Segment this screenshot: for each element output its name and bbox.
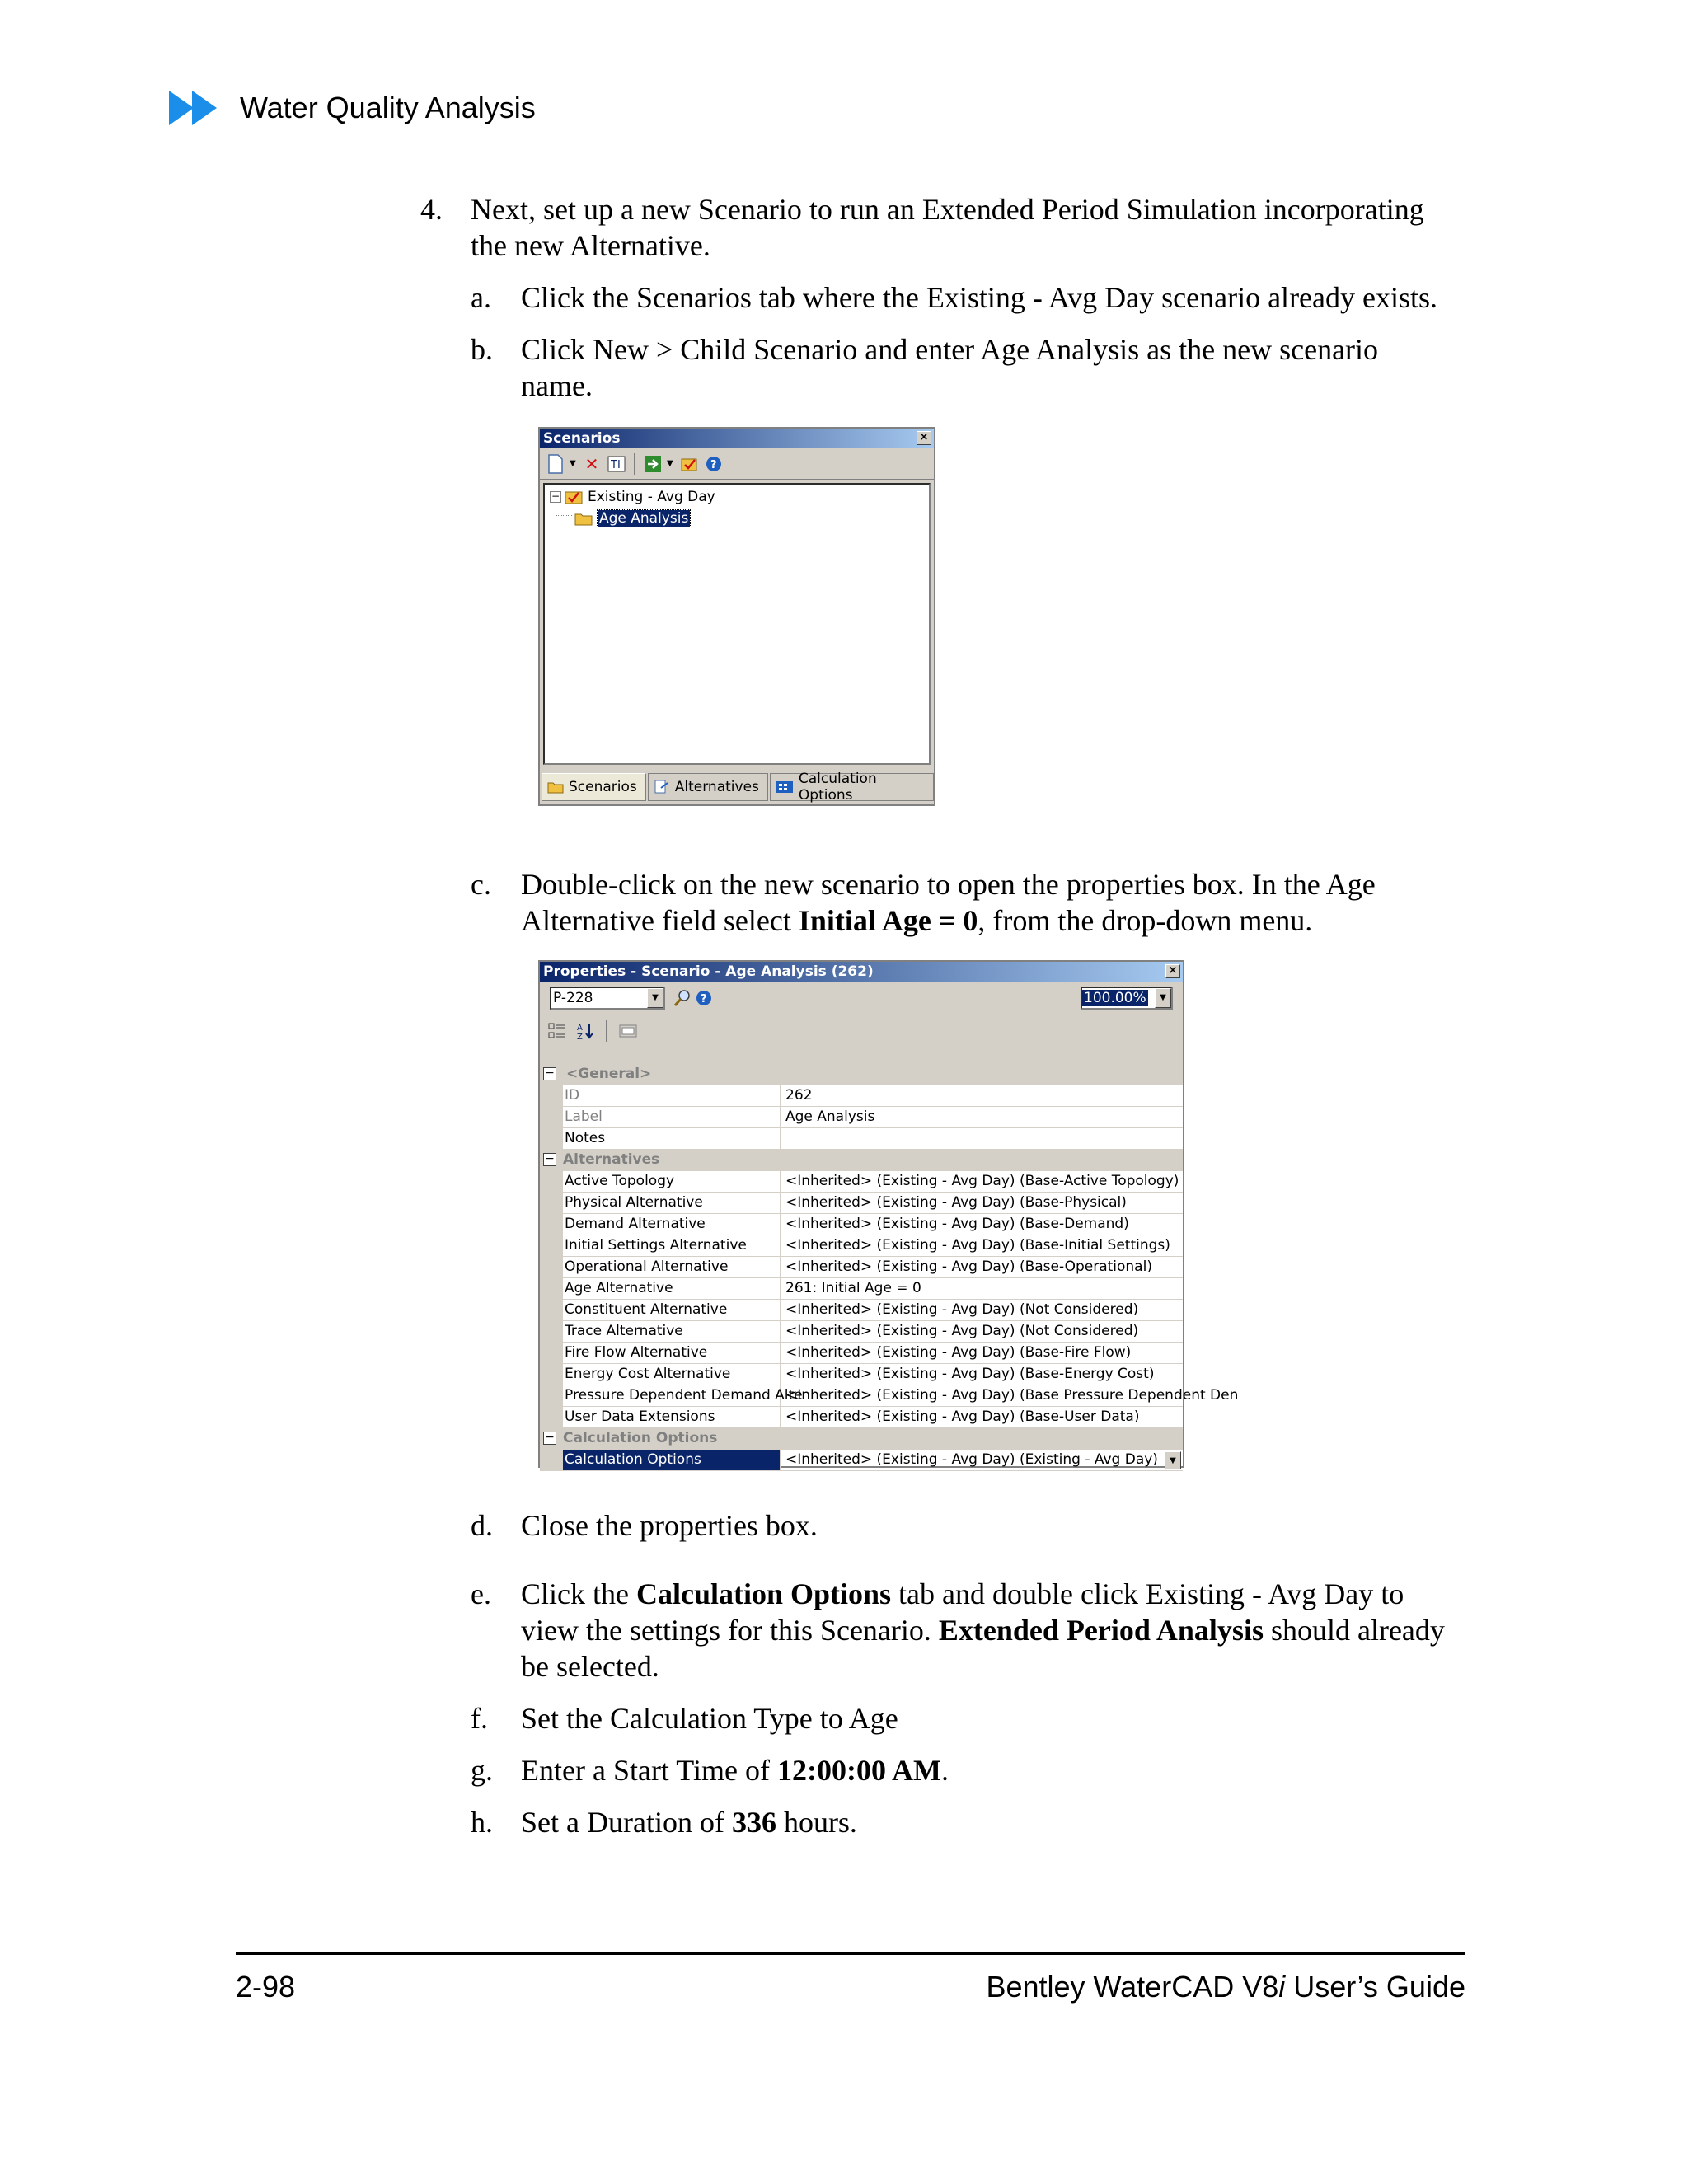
property-name: Physical Alternative <box>563 1193 781 1213</box>
property-row-id[interactable] <box>540 1085 1183 1107</box>
step-letter-c: c. <box>471 868 491 901</box>
step4-line1: Next, set up a new Scenario to run an Extended Period Simulation incorporating <box>471 193 1424 226</box>
property-row-user-data[interactable] <box>540 1407 1183 1428</box>
property-value[interactable]: <Inherited> (Existing - Avg Day) (Base-Physical) <box>785 1194 1127 1211</box>
collapse-icon[interactable]: − <box>543 1067 556 1080</box>
property-value[interactable]: <Inherited> (Existing - Avg Day) (Not Considered) <box>785 1323 1139 1339</box>
element-select[interactable] <box>550 987 665 1010</box>
zoom-select[interactable] <box>1081 987 1173 1010</box>
properties-title: Properties - Scenario - Age Analysis (262) <box>543 963 874 980</box>
row-gutter <box>540 1321 563 1342</box>
element-select-value: P-228 <box>553 990 593 1006</box>
toolbar-separator <box>606 1020 607 1042</box>
row-gutter <box>540 1193 563 1213</box>
property-value[interactable]: <Inherited> (Existing - Avg Day) (Base-Operational) <box>785 1258 1152 1275</box>
property-row-label[interactable] <box>540 1107 1183 1128</box>
scenarios-tabs <box>540 773 934 804</box>
step-h-text: Set a Duration of 336 hours. <box>521 1806 857 1839</box>
section-title: Water Quality Analysis <box>240 91 536 124</box>
step-b-line2: name. <box>521 369 593 402</box>
guide-title: Bentley WaterCAD V8i User’s Guide <box>986 1970 1465 2004</box>
collapse-icon[interactable]: − <box>543 1153 556 1166</box>
property-name: Operational Alternative <box>563 1257 781 1277</box>
property-value[interactable]: <Inherited> (Existing - Avg Day) (Base-User Data) <box>785 1408 1140 1425</box>
property-name: Label <box>563 1107 781 1127</box>
property-name: Calculation Options <box>563 1450 781 1470</box>
step-letter-g: g. <box>471 1754 493 1787</box>
property-name: Energy Cost Alternative <box>563 1364 781 1385</box>
property-name: Pressure Dependent Demand Alte <box>563 1385 781 1406</box>
toolbar-separator <box>634 453 635 475</box>
delete-icon[interactable]: ✕ <box>584 453 599 474</box>
property-value[interactable]: <Inherited> (Existing - Avg Day) (Base-Energy Cost) <box>785 1366 1155 1382</box>
step-letter-d: d. <box>471 1509 493 1542</box>
footer-rule <box>236 1952 1465 1955</box>
tab-label: Calculation Options <box>798 771 877 804</box>
help-icon[interactable] <box>703 453 724 475</box>
step-letter-e: e. <box>471 1577 491 1610</box>
category-general[interactable] <box>540 1064 1183 1085</box>
collapse-icon[interactable]: − <box>551 490 560 502</box>
svg-text:?: ? <box>710 458 717 471</box>
tab-calculation-options[interactable] <box>770 771 934 804</box>
new-document-icon[interactable] <box>545 453 566 475</box>
svg-text:TI: TI <box>611 458 621 471</box>
property-value[interactable]: <Inherited> (Existing - Avg Day) (Base-Demand) <box>785 1216 1129 1232</box>
property-value[interactable]: <Inherited> (Existing - Avg Day) (Base Pressure Dependent Den <box>785 1387 1239 1404</box>
step-letter-a: a. <box>471 281 491 314</box>
property-row-initial-settings[interactable] <box>540 1235 1183 1257</box>
svg-text:A: A <box>577 1023 583 1033</box>
folder-icon <box>574 511 593 526</box>
close-button[interactable]: × <box>1165 964 1180 978</box>
property-name: Demand Alternative <box>563 1214 781 1235</box>
property-grid <box>540 1064 1239 1468</box>
categorized-icon[interactable] <box>546 1020 568 1042</box>
chevron-down-icon[interactable]: ▼ <box>647 988 663 1008</box>
scenarios-toolbar <box>540 448 934 480</box>
step-c-line2: Alternative field select Initial Age = 0, from the drop-down menu. <box>521 904 1313 937</box>
step-letter-b: b. <box>471 333 493 366</box>
property-value[interactable]: <Inherited> (Existing - Avg Day) (Base-Active Topology) <box>785 1173 1179 1189</box>
row-gutter <box>540 1407 563 1427</box>
row-gutter <box>540 1235 563 1256</box>
sort-alphabetical-icon[interactable] <box>574 1020 596 1042</box>
step-d-text: Close the properties box. <box>521 1509 818 1542</box>
row-gutter <box>540 1450 563 1470</box>
scenario-tree <box>543 483 931 765</box>
property-value[interactable]: Age Analysis <box>785 1108 875 1125</box>
chevron-down-icon[interactable]: ▼ <box>1155 988 1171 1008</box>
row-gutter <box>540 1171 563 1192</box>
property-row-age-alternative[interactable] <box>540 1278 1183 1300</box>
property-name: Trace Alternative <box>563 1321 781 1342</box>
property-row-active-topology[interactable] <box>540 1171 1183 1193</box>
property-value[interactable]: 261: Initial Age = 0 <box>785 1280 921 1296</box>
category-label: Alternatives <box>563 1151 660 1168</box>
step-c-line1: Double-click on the new scenario to open the properties box. In the Age <box>521 868 1376 901</box>
scenarios-window <box>538 427 935 806</box>
property-name: Initial Settings Alternative <box>563 1235 781 1256</box>
property-value[interactable]: <Inherited> (Existing - Avg Day) (Base-Initial Settings) <box>785 1237 1170 1254</box>
tree-item-parent[interactable] <box>550 486 715 508</box>
property-pages-icon[interactable] <box>617 1020 639 1042</box>
property-row-constituent[interactable] <box>540 1300 1183 1321</box>
page-number: 2-98 <box>236 1970 296 2004</box>
calculator-icon <box>776 780 794 794</box>
step-e-line3: be selected. <box>521 1650 659 1683</box>
alternatives-icon <box>654 780 670 794</box>
row-gutter <box>540 1085 563 1106</box>
page-header <box>169 89 536 127</box>
compute-icon[interactable] <box>642 453 663 475</box>
properties-top-bar <box>540 982 1183 1015</box>
property-name: Constituent Alternative <box>563 1300 781 1320</box>
chevron-down-icon[interactable]: ▼ <box>570 459 576 468</box>
row-gutter <box>540 1278 563 1299</box>
category-label: Calculation Options <box>563 1430 718 1446</box>
chevron-down-icon[interactable]: ▼ <box>667 459 673 468</box>
property-value[interactable]: <Inherited> (Existing - Avg Day) (Base-Fire Flow) <box>785 1344 1132 1361</box>
tree-item-child[interactable] <box>574 508 690 529</box>
double-arrow-icon <box>169 91 222 125</box>
property-row-trace[interactable] <box>540 1321 1183 1343</box>
property-name: Notes <box>563 1128 781 1149</box>
property-row-notes[interactable] <box>540 1128 1183 1150</box>
step-a-text: Click the Scenarios tab where the Existing - Avg Day scenario already exists. <box>521 281 1438 314</box>
tab-label: Scenarios <box>569 779 637 795</box>
property-row-energy-cost[interactable] <box>540 1364 1183 1385</box>
tab-alternatives[interactable] <box>648 773 768 801</box>
step-e-line2: view the settings for this Scenario. Extended Period Analysis should already <box>521 1614 1445 1647</box>
row-gutter <box>540 1107 563 1127</box>
property-value[interactable]: <Inherited> (Existing - Avg Day) (Not Considered) <box>785 1301 1139 1318</box>
property-name: ID <box>563 1085 781 1106</box>
tree-connector <box>556 501 572 516</box>
row-gutter <box>540 1128 563 1149</box>
tab-label: Alternatives <box>674 779 759 795</box>
property-name: Fire Flow Alternative <box>563 1343 781 1363</box>
property-value[interactable] <box>782 1128 1183 1149</box>
svg-text:?: ? <box>701 993 707 1005</box>
svg-text:Z: Z <box>577 1032 583 1042</box>
property-name: Active Topology <box>563 1171 781 1192</box>
property-name: User Data Extensions <box>563 1407 781 1427</box>
tree-item-label: Age Analysis <box>599 510 689 527</box>
zoom-value: 100.00% <box>1084 990 1146 1006</box>
step4-line2: the new Alternative. <box>471 229 710 262</box>
property-row-calculation-options[interactable] <box>540 1450 1183 1471</box>
row-gutter <box>540 1364 563 1385</box>
category-calculation-options[interactable] <box>540 1428 1183 1450</box>
tab-scenarios[interactable] <box>542 773 646 801</box>
step-letter-f: f. <box>471 1702 488 1735</box>
category-label: <General> <box>566 1066 652 1082</box>
row-gutter <box>540 1300 563 1320</box>
property-row-operational[interactable] <box>540 1257 1183 1278</box>
row-gutter <box>540 1214 563 1235</box>
properties-window <box>538 960 1239 1468</box>
step-f-text: Set the Calculation Type to Age <box>521 1702 898 1735</box>
row-gutter <box>540 1385 563 1406</box>
properties-titlebar <box>540 962 1183 982</box>
property-row-demand[interactable] <box>540 1214 1183 1235</box>
help-icon[interactable] <box>693 987 715 1009</box>
property-name: Age Alternative <box>563 1278 781 1299</box>
step-e-line1: Click the Calculation Options tab and double click Existing - Avg Day to <box>521 1577 1404 1610</box>
folder-icon <box>547 780 564 794</box>
step-g-text: Enter a Start Time of 12:00:00 AM. <box>521 1754 949 1787</box>
collapse-icon[interactable]: − <box>543 1432 556 1445</box>
property-row-physical[interactable] <box>540 1193 1183 1214</box>
step-number: 4. <box>420 193 443 226</box>
property-value[interactable]: <Inherited> (Existing - Avg Day) (Existing - Avg Day) <box>785 1451 1158 1468</box>
step-b-line1: Click New > Child Scenario and enter Age Analysis as the new scenario <box>521 333 1379 366</box>
chevron-down-icon[interactable]: ▼ <box>1165 1451 1181 1469</box>
property-value: 262 <box>785 1087 813 1104</box>
row-gutter <box>540 1343 563 1363</box>
rename-icon[interactable] <box>606 453 627 475</box>
tree-item-label: Existing - Avg Day <box>588 489 715 505</box>
close-button[interactable]: × <box>917 431 931 445</box>
row-gutter <box>540 1257 563 1277</box>
scenarios-title: Scenarios <box>543 430 621 447</box>
scenarios-titlebar <box>540 429 934 448</box>
property-row-pressure-dependent[interactable] <box>540 1385 1239 1407</box>
make-current-icon[interactable] <box>678 453 700 475</box>
step-letter-h: h. <box>471 1806 493 1839</box>
find-icon[interactable] <box>672 987 693 1009</box>
properties-toolbar <box>540 1015 1183 1047</box>
property-row-fire-flow[interactable] <box>540 1343 1183 1364</box>
category-alternatives[interactable] <box>540 1150 1183 1171</box>
